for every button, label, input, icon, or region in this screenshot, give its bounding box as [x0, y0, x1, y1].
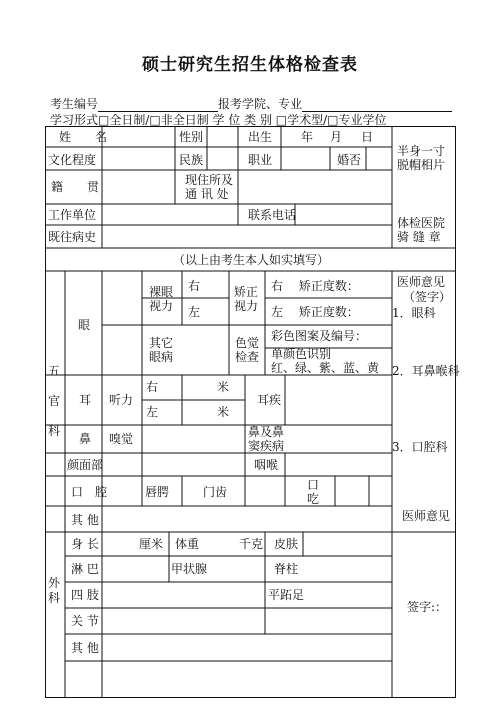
lips-label: 唇腭 [145, 485, 170, 499]
eye-label: 眼 [78, 318, 91, 332]
senses-group-1: 五 [48, 364, 61, 378]
flatfoot-label: 平跖足 [268, 588, 305, 602]
hearing-left-unit: 米 [217, 405, 230, 419]
naked-left: 左 [188, 305, 201, 319]
phone-label: 联系电话 [248, 208, 297, 222]
mono-color-label: 单颜色识别 [271, 347, 332, 361]
seal-label-1: 体检医院 [397, 216, 446, 230]
ear-label: 耳 [79, 393, 92, 407]
option-ent: 2．耳鼻喉科 [392, 364, 460, 378]
month-label: 月 [330, 130, 343, 144]
senses-group-3: 科 [48, 424, 61, 438]
color-check-1: 色觉 [235, 336, 260, 350]
seal-label-2: 骑 缝 章 [397, 230, 441, 244]
doctor-opinion-label-2: 医师意见 [402, 509, 451, 523]
photo-label-2: 脱帽相片 [397, 158, 446, 172]
year-label: 年 [301, 130, 314, 144]
day-label: 日 [361, 130, 374, 144]
hearing-label: 听力 [109, 393, 134, 407]
thyroid-label: 甲状腺 [171, 562, 208, 576]
senses-group-2: 官 [48, 394, 61, 408]
self-fill-note: （以上由考生本人如实填写） [173, 253, 330, 267]
face-label: 颜面部 [67, 458, 104, 472]
other-eye-2: 眼病 [149, 350, 174, 364]
joints-label: 关 节 [71, 614, 99, 628]
hearing-right: 右 [146, 380, 159, 394]
color-check-2: 检查 [235, 350, 260, 364]
color-pattern-label: 彩色图案及编号： [271, 329, 368, 343]
education-label: 文化程度 [48, 153, 97, 167]
teeth-label: 门齿 [203, 485, 228, 499]
ethnicity-label: 民族 [179, 153, 204, 167]
weight-unit: 千克 [239, 537, 264, 551]
lymph-label: 淋 巴 [71, 562, 99, 576]
doctor-sign-label: （签字） [403, 290, 452, 304]
color-list: 红、绿、紫、蓝、黄 [271, 361, 380, 375]
workplace-label: 工作单位 [48, 208, 97, 222]
left-correction: 左 矫正度数： [271, 305, 359, 319]
option-oral: 3．口腔科 [392, 440, 448, 454]
gender-label: 性别 [179, 130, 204, 144]
stutter-label-1: 口 [307, 478, 320, 492]
option-eye: 1．眼科 [392, 306, 436, 320]
sinus-label-2: 窦疾病 [248, 439, 285, 453]
throat-label: 咽喉 [254, 458, 279, 472]
ear-disease-label: 耳疾 [257, 393, 282, 407]
exam-form [45, 126, 460, 698]
page-title: 硕士研究生招生体格检查表 [142, 55, 358, 75]
school-label: 报考学院、专业 [218, 97, 303, 111]
history-label: 既往病史 [48, 230, 97, 244]
height-unit: 厘米 [139, 537, 164, 551]
other-eye-1: 其它 [149, 336, 174, 350]
smell-label: 嗅觉 [109, 432, 134, 446]
birth-label: 出生 [248, 130, 273, 144]
header-line-1 [50, 95, 452, 112]
stutter-label-2: 吃 [307, 492, 320, 506]
occupation-label: 职业 [248, 153, 273, 167]
limbs-label: 四 肢 [71, 588, 99, 602]
native-label: 籍 贯 [51, 180, 100, 194]
right-correction: 右 矫正度数： [271, 279, 359, 293]
surgery-sign-label: 签字:： [407, 600, 448, 614]
naked-right: 右 [188, 279, 201, 293]
sinus-label-1: 鼻及鼻 [248, 425, 285, 439]
senses-others-label: 其 他 [71, 513, 99, 527]
surgery-group-1: 外 [48, 576, 61, 590]
nose-label: 鼻 [79, 432, 92, 446]
exam-no-label: 考生编号 [50, 97, 99, 111]
marital-label: 婚否 [337, 153, 362, 167]
corrected-vision-2: 视力 [234, 299, 259, 313]
weight-label: 体重 [175, 537, 200, 551]
doctor-opinion-label: 医师意见 [397, 275, 446, 289]
surgery-others-label: 其 他 [71, 641, 99, 655]
name-label: 姓 名 [59, 130, 108, 144]
surgery-group-2: 科 [48, 591, 61, 605]
address-label-2: 通 讯 处 [185, 187, 229, 201]
oral-label: 口 腔 [71, 485, 108, 499]
naked-vision-2: 视力 [149, 299, 174, 313]
address-label-1: 现住所及 [185, 173, 234, 187]
hearing-right-unit: 米 [217, 380, 230, 394]
naked-vision-1: 裸眼 [149, 285, 174, 299]
study-mode-line: 学习形式□全日制/□非全日制 学 位 类 别 □学术型/□专业学位 [50, 113, 387, 127]
corrected-vision-1: 矫正 [234, 285, 259, 299]
height-label: 身 长 [71, 537, 99, 551]
photo-label-1: 半身一寸 [397, 144, 446, 158]
hearing-left: 左 [146, 405, 159, 419]
spine-label: 脊柱 [274, 562, 299, 576]
skin-label: 皮肤 [274, 537, 299, 551]
